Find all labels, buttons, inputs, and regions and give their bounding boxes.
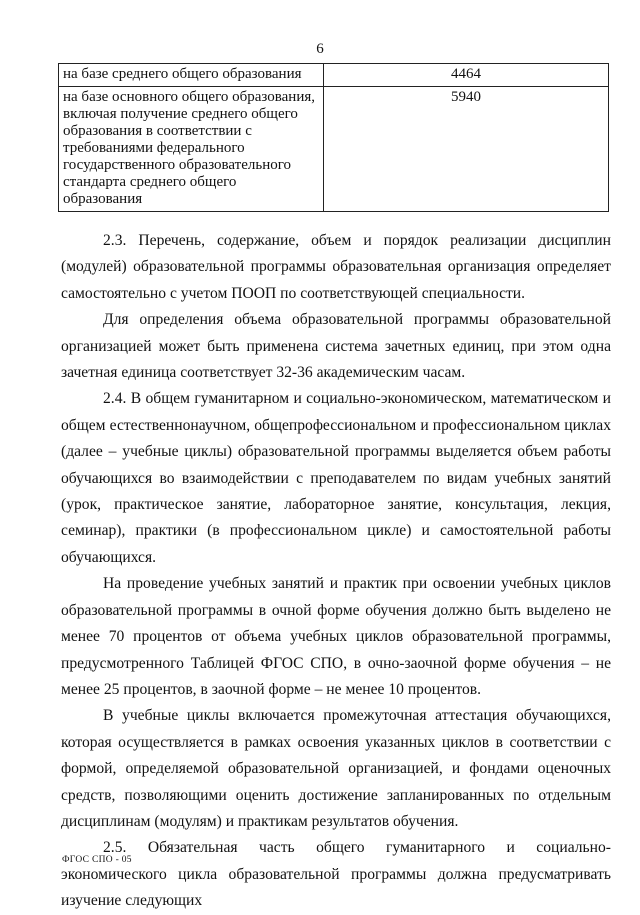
hours-table (58, 63, 609, 212)
page-number: 6 (316, 41, 324, 57)
footer-code: ФГОС СПО - 05 (62, 855, 132, 865)
table-cell-value: 4464 (324, 64, 609, 87)
paragraph-2-3: 2.3. Перечень, содержание, объем и порядок реализации дисциплин (модулей) образовательной программы образовательная организация определяет самостоятельно с учетом ПООП по соответствующей специальности. (61, 232, 611, 302)
paragraph-2-4: 2.4. В общем гуманитарном и социально-экономическом, математическом и общем естественнонаучном, общепрофессиональном и профессиональном циклах (далее – учебные циклы) образовательной программы выделяется объем работы обучающихся во взаимодействии с преподавателем по видам учебных занятий (урок, практическое занятие, лабораторное занятие, консультация, лекция, семинар), практики (в профессиональном цикле) и самостоятельной работы обучающихся. (61, 390, 611, 566)
table-row (59, 87, 609, 212)
paragraph-2-5: 2.5. Обязательная часть общего гуманитарного и социально-экономического цикла образовательной программы должна предусматривать изучение следующих (61, 839, 611, 910)
document-body (61, 228, 611, 915)
table-cell-label: на базе среднего общего образования (59, 64, 324, 87)
table-cell-label: на базе основного общего образования, включая получение среднего общего образования в соответствии с требованиями федерального государственного образовательного стандарта среднего общего образования (59, 87, 324, 212)
paragraph-credit-units: Для определения объема образовательной программы образовательной организацией может быть применена система зачетных единиц, при этом одна зачетная единица соответствует 32-36 академическим часам. (61, 311, 611, 382)
table-cell-value: 5940 (324, 87, 609, 212)
table-row (59, 64, 609, 87)
paragraph-attestation: В учебные циклы включается промежуточная аттестация обучающихся, которая осуществляется в рамках освоения указанных циклов в соответствии с формой, определяемой образовательной организацией, и фондами оценочных средств, позволяющими оценить достижение запланированных по отдельным дисциплинам (модулям) и практикам результатов обучения. (61, 707, 611, 830)
paragraph-classroom-share: На проведение учебных занятий и практик при освоении учебных циклов образовательной программы в очной форме обучения должно быть выделено не менее 70 процентов от объема учебных циклов образовательной программы, предусмотренного Таблицей ФГОС СПО, в очно-заочной форме обучения – не менее 25 процентов, в заочной форме – не менее 10 процентов. (61, 575, 611, 698)
